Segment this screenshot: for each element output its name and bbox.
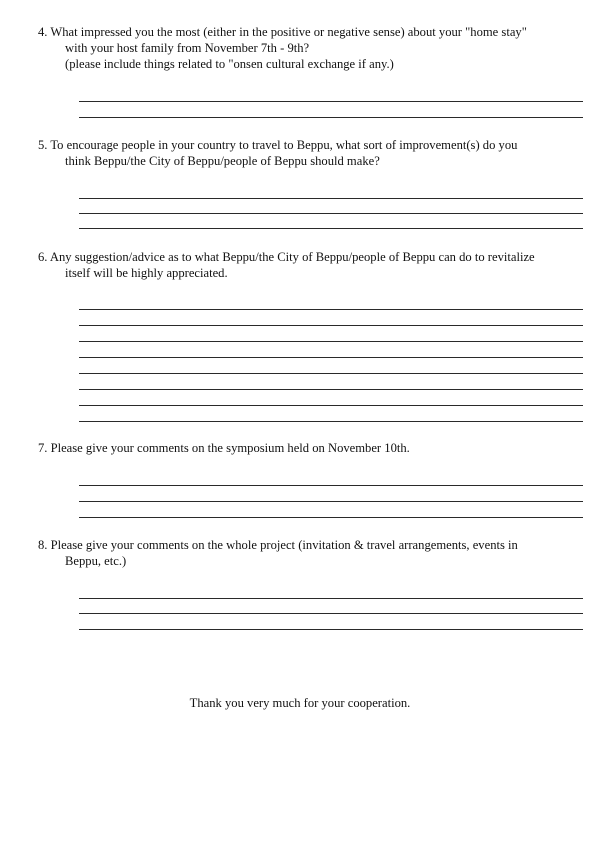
question-text: itself will be highly appreciated. <box>65 266 228 280</box>
answer-line[interactable] <box>79 517 583 518</box>
question-4 <box>38 24 527 72</box>
closing-thanks: Thank you very much for your cooperation. <box>189 696 411 710</box>
question-7 <box>38 440 410 456</box>
question-text: Beppu, etc.) <box>65 554 127 568</box>
answer-line[interactable] <box>79 598 583 599</box>
answer-line[interactable] <box>79 389 583 390</box>
question-5 <box>38 137 517 169</box>
question-text: 8. Please give your comments on the whole project (invitation & travel arrangements, events in <box>38 538 518 552</box>
question-text: 6. Any suggestion/advice as to what Beppu/the City of Beppu/people of Beppu can do to revitalize <box>38 250 535 264</box>
question-text: 5. To encourage people in your country to travel to Beppu, what sort of improvement(s) do you <box>38 138 518 152</box>
question-8 <box>38 537 518 569</box>
answer-line[interactable] <box>79 341 583 342</box>
question-text: with your host family from November 7th - 9th? <box>65 41 310 55</box>
answer-line[interactable] <box>79 613 583 614</box>
answer-line[interactable] <box>79 629 583 630</box>
answer-line[interactable] <box>79 357 583 358</box>
answer-line[interactable] <box>79 309 583 310</box>
question-text: (please include things related to "onsen cultural exchange if any.) <box>65 57 394 71</box>
answer-line[interactable] <box>79 117 583 118</box>
answer-line[interactable] <box>79 501 583 502</box>
answer-line[interactable] <box>79 228 583 229</box>
question-text: think Beppu/the City of Beppu/people of Beppu should make? <box>65 154 380 168</box>
answer-line[interactable] <box>79 213 583 214</box>
answer-line[interactable] <box>79 101 583 102</box>
answer-line[interactable] <box>79 485 583 486</box>
answer-line[interactable] <box>79 405 583 406</box>
question-text: 4. What impressed you the most (either in the positive or negative sense) about your "home stay" <box>38 25 527 39</box>
answer-line[interactable] <box>79 325 583 326</box>
answer-line[interactable] <box>79 198 583 199</box>
answer-line[interactable] <box>79 373 583 374</box>
answer-line[interactable] <box>79 421 583 422</box>
question-text: 7. Please give your comments on the symposium held on November 10th. <box>38 441 410 455</box>
question-6 <box>38 249 535 281</box>
